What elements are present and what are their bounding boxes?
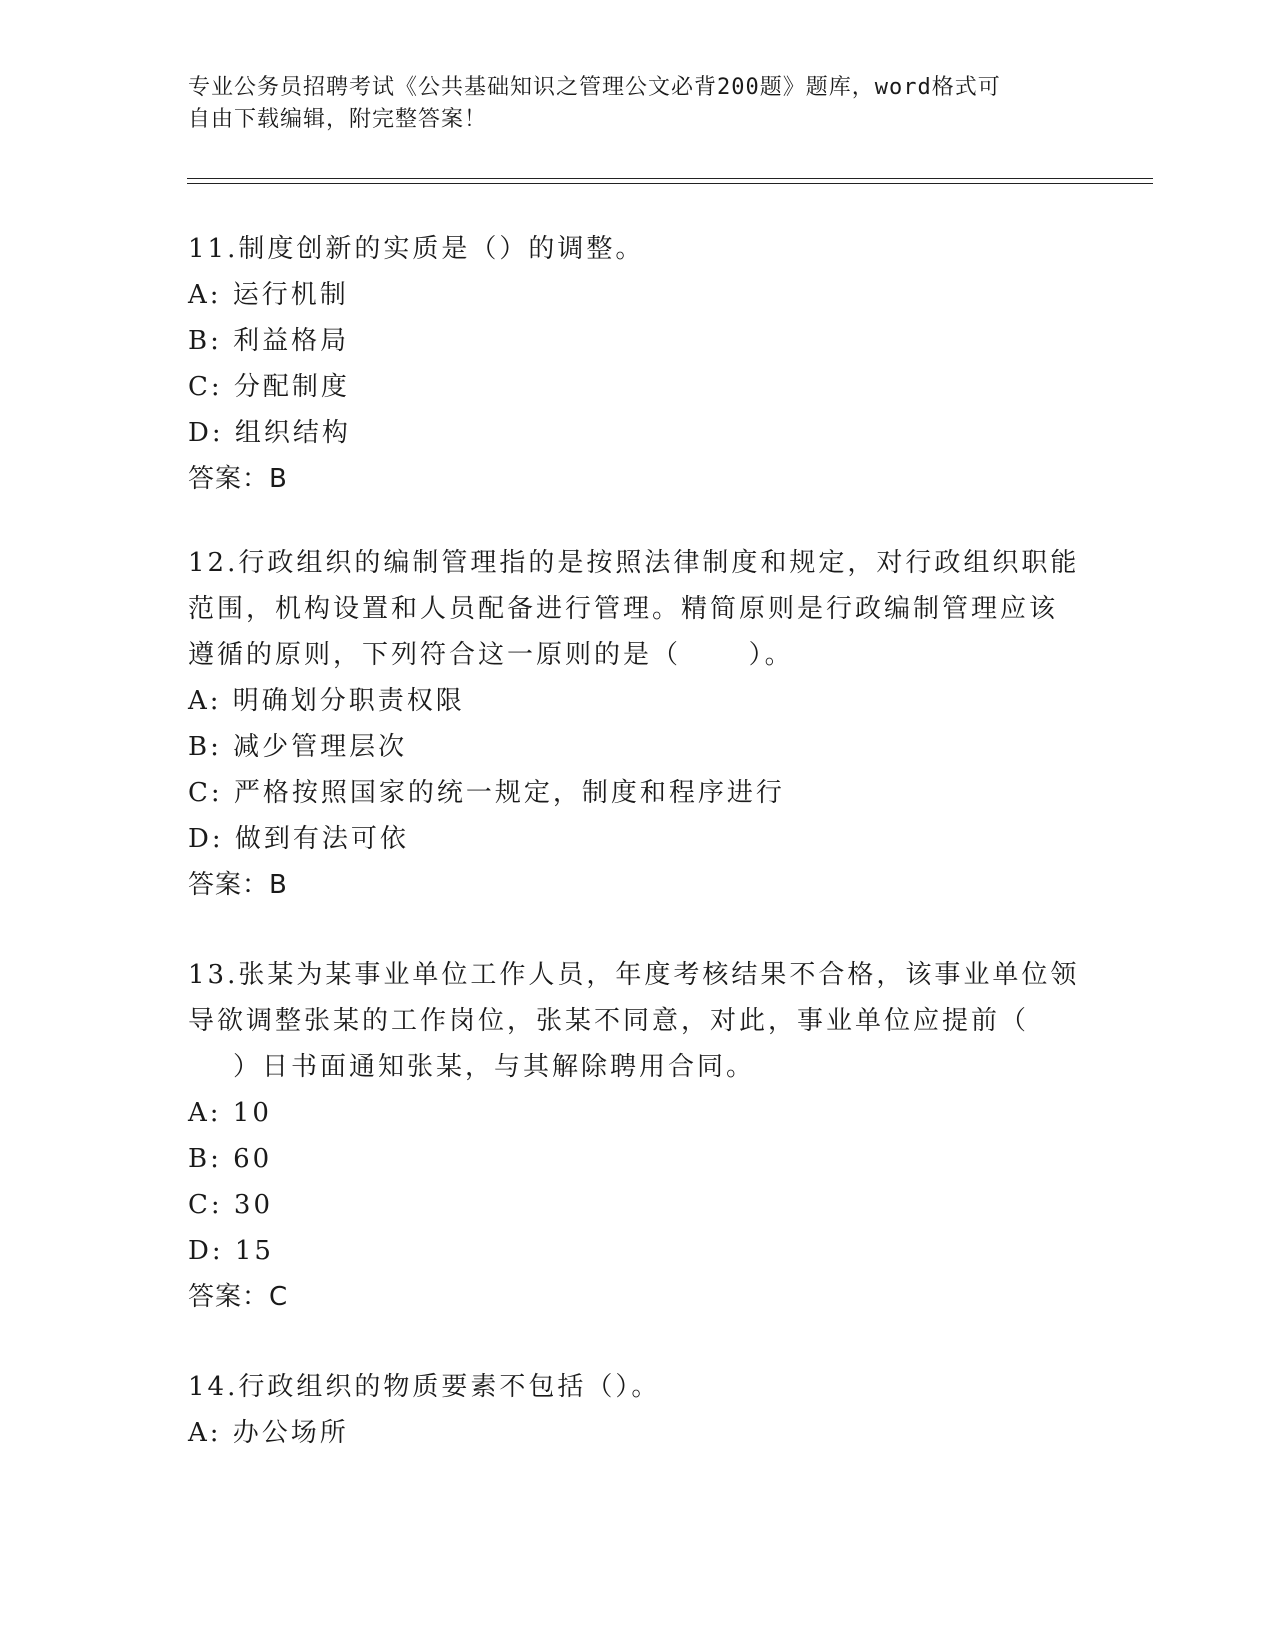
option-b: B: 减少管理层次 (188, 732, 408, 762)
answer: 答案：B (188, 870, 288, 900)
option-d: D: 做到有法可依 (188, 824, 409, 854)
option-a: A: 运行机制 (188, 280, 349, 310)
option-a: A: 10 (188, 1098, 272, 1128)
header-divider-top (187, 178, 1153, 179)
question-stem (188, 952, 1088, 1090)
option-b: B: 利益格局 (188, 326, 350, 356)
question-stem-line: ）日书面通知张某，与其解除聘用合同。 (188, 1052, 756, 1082)
question-stem-line: 14.行政组织的物质要素不包括（）。 (188, 1372, 661, 1402)
question-stem-line: 导欲调整张某的工作岗位，张某不同意，对此，事业单位应提前（ (188, 1006, 1030, 1036)
question-14 (188, 1364, 1088, 1456)
header-line-1: 专业公务员招聘考试《公共基础知识之管理公文必背200题》题库，word格式可 (188, 75, 1001, 100)
question-13 (188, 952, 1088, 1320)
option-a: A: 办公场所 (188, 1418, 349, 1448)
option-a: A: 明确划分职责权限 (188, 686, 465, 716)
question-stem (188, 1364, 1088, 1410)
question-stem-line: 12.行政组织的编制管理指的是按照法律制度和规定，对行政组织职能 (188, 548, 1080, 578)
option-c: C: 30 (188, 1190, 274, 1220)
answer: 答案：B (188, 464, 288, 494)
question-stem (188, 226, 1088, 272)
option-d: D: 15 (188, 1236, 274, 1266)
question-12 (188, 540, 1088, 908)
question-stem-line: 11.制度创新的实质是（）的调整。 (188, 234, 645, 264)
question-stem (188, 540, 1088, 678)
question-stem-line: 遵循的原则，下列符合这一原则的是（ ）。 (188, 640, 794, 670)
question-stem-line: 范围，机构设置和人员配备进行管理。精简原则是行政编制管理应该 (188, 594, 1059, 624)
option-d: D: 组织结构 (188, 418, 351, 448)
option-c: C: 分配制度 (188, 372, 350, 402)
question-11 (188, 226, 1088, 502)
header-divider-bottom (187, 183, 1153, 184)
question-stem-line: 13.张某为某事业单位工作人员，年度考核结果不合格，该事业单位领 (188, 960, 1080, 990)
answer: 答案：C (188, 1282, 289, 1312)
document-header (188, 72, 1068, 136)
option-c: C: 严格按照国家的统一规定，制度和程序进行 (188, 778, 785, 808)
header-line-2: 自由下载编辑，附完整答案！ (188, 107, 488, 132)
option-b: B: 60 (188, 1144, 273, 1174)
